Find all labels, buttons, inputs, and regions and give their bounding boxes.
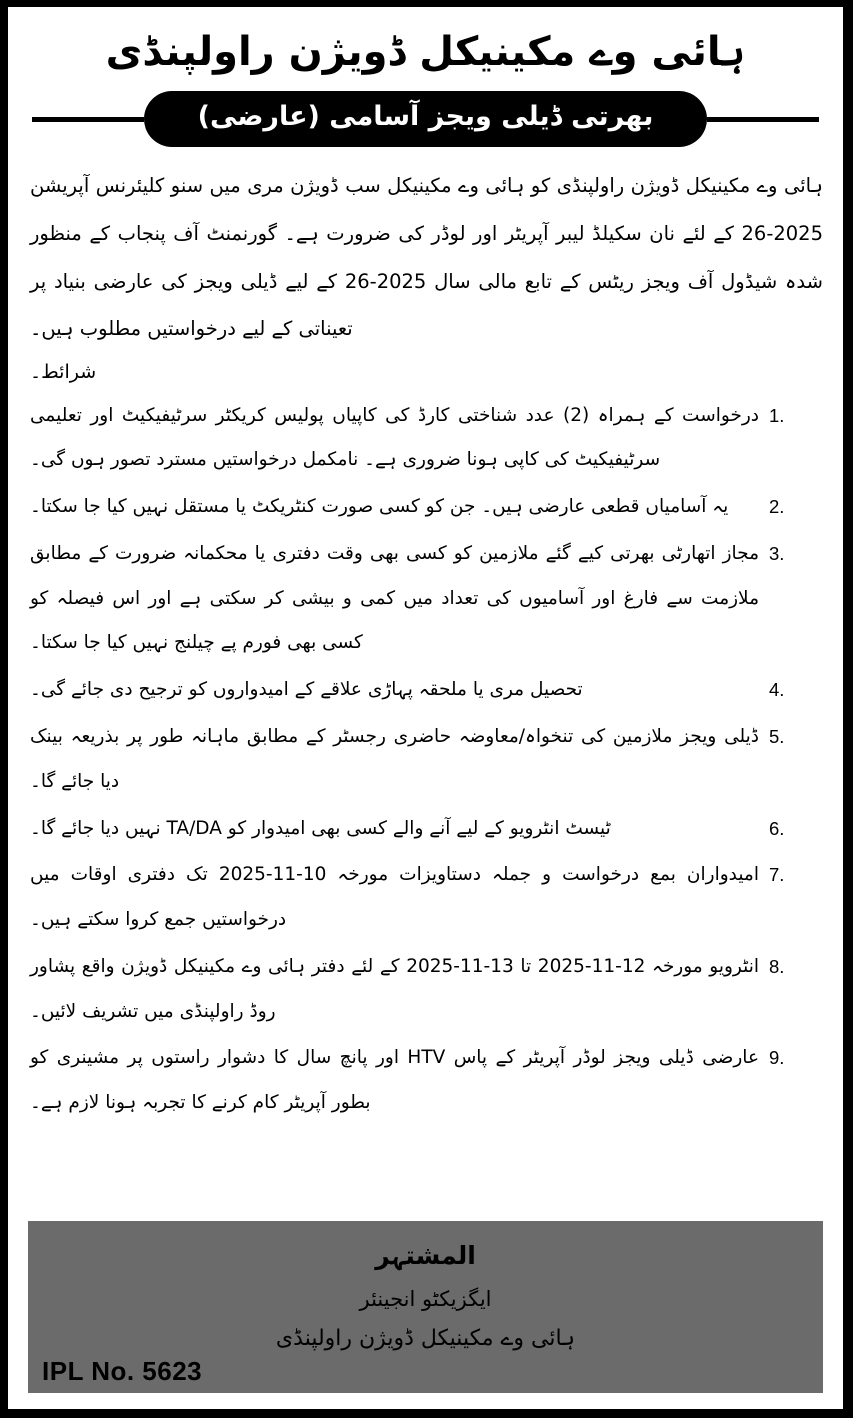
- condition-number: 3.: [769, 542, 785, 564]
- condition-text: امیدواران بمع درخواست و جملہ دستاویزات مورخہ 10-11-2025 تک دفتری اوقات میں درخواستیں جمع کروا سکتے ہیں۔: [30, 864, 759, 931]
- condition-item: [30, 532, 823, 666]
- condition-text: تحصیل مری یا ملحقہ پہاڑی علاقے کے امیدواروں کو ترجیح دی جائے گی۔: [30, 679, 583, 701]
- body-section: [8, 156, 843, 1221]
- condition-number: 2.: [769, 496, 785, 518]
- condition-item: [30, 668, 823, 713]
- condition-text: مجاز اتھارٹی بھرتی کیے گئے ملازمین کو کسی بھی وقت دفتری یا محکمانہ ضرورت کے مطابق ملازمت سے فارغ اور آسامیوں کی تعداد میں کمی و بیشی کر سکتی ہے اور اس فیصلہ کو کسی بھی فورم پے چیلنج نہیں کیا جا سکتا۔: [30, 542, 759, 654]
- advertiser-label: المشتہر: [375, 1241, 476, 1270]
- conditions-heading: شرائط۔: [30, 361, 97, 384]
- condition-item: [30, 807, 823, 852]
- banner-rule-left: [32, 117, 144, 122]
- condition-number: 7.: [769, 864, 785, 886]
- banner-rule-right: [707, 117, 819, 122]
- condition-item: [30, 394, 823, 484]
- condition-item: [30, 853, 823, 943]
- intro-paragraph: ہائی وے مکینیکل ڈویژن راولپنڈی کو ہائی وے مکینیکل سب ڈویژن مری میں سنو کلیئرنس آپریشن 2025-26 کے لئے نان سکیلڈ لیبر آپریٹر اور لوڈر کی ضرورت ہے۔ گورنمنٹ آف پنجاب کے منظور شدہ شیڈول آف ویجز ریٹس کے تابع مالی سال 2025-26 کے لیے ڈیلی ویجز کی عارضی بنیاد پر تعیناتی کے لیے درخواستیں مطلوب ہیں۔: [30, 174, 823, 341]
- header-section: [8, 7, 843, 156]
- condition-number: 4.: [769, 679, 785, 701]
- condition-text: انٹرویو مورخہ 12-11-2025 تا 13-11-2025 کے لئے دفتر ہائی وے مکینیکل ڈویژن واقع پشاور روڈ راولپنڈی میں تشریف لائیں۔: [30, 955, 760, 1022]
- condition-item: [30, 945, 823, 1035]
- advertisement-sheet: [8, 7, 843, 1409]
- condition-text: درخواست کے ہمراہ (2) عدد شناختی کارڈ کی کاپیاں پولیس کریکٹر سرٹیفیکیٹ اور تعلیمی سرٹیفیکیٹ کی کاپی ہونا ضروری ہے۔ نامکمل درخواستیں مسترد تصور ہوں گی۔: [30, 404, 760, 471]
- signatory-office: ہائی وے مکینیکل ڈویژن راولپنڈی: [275, 1325, 576, 1351]
- footer-section: [8, 1221, 843, 1409]
- condition-text: ٹیسٹ انٹرویو کے لیے آنے والے کسی بھی امیدوار کو TA/DA نہیں دیا جائے گا۔: [30, 817, 611, 839]
- condition-text: عارضی ڈیلی ویجز لوڈر آپریٹر کے پاس HTV اور پانچ سال کا دشوار راستوں پر مشینری کو بطور آپریٹر کام کرنے کا تجربہ ہونا لازم ہے۔: [30, 1047, 759, 1114]
- banner-row: [32, 82, 819, 156]
- banner-title: بھرتی ڈیلی ویجز آسامی (عارضی): [144, 91, 708, 147]
- ipl-number: IPL No. 5623: [42, 1356, 203, 1386]
- condition-number: 9.: [769, 1047, 785, 1069]
- condition-number: 6.: [769, 817, 785, 839]
- signatory-designation: ایگزیکٹو انجینئر: [359, 1287, 492, 1311]
- condition-text: یہ آسامیاں قطعی عارضی ہیں۔ جن کو کسی صورت کنٹریکٹ یا مستقل نہیں کیا جا سکتا۔: [30, 496, 729, 518]
- conditions-list: [30, 394, 823, 1126]
- signature-block: [28, 1221, 823, 1393]
- condition-item: [30, 1036, 823, 1126]
- condition-number: 5.: [769, 726, 785, 747]
- condition-item: [30, 715, 823, 805]
- condition-text: ڈیلی ویجز ملازمین کی تنخواہ/معاوضہ حاضری رجسٹر کے مطابق ماہانہ طور پر بذریعہ بینک دیا جائے گا۔: [30, 726, 759, 792]
- condition-number: 8.: [769, 955, 785, 977]
- organization-title: ہائی وے مکینیکل ڈویژن راولپنڈی: [105, 29, 746, 75]
- condition-item: [30, 485, 823, 530]
- condition-number: 1.: [769, 404, 785, 426]
